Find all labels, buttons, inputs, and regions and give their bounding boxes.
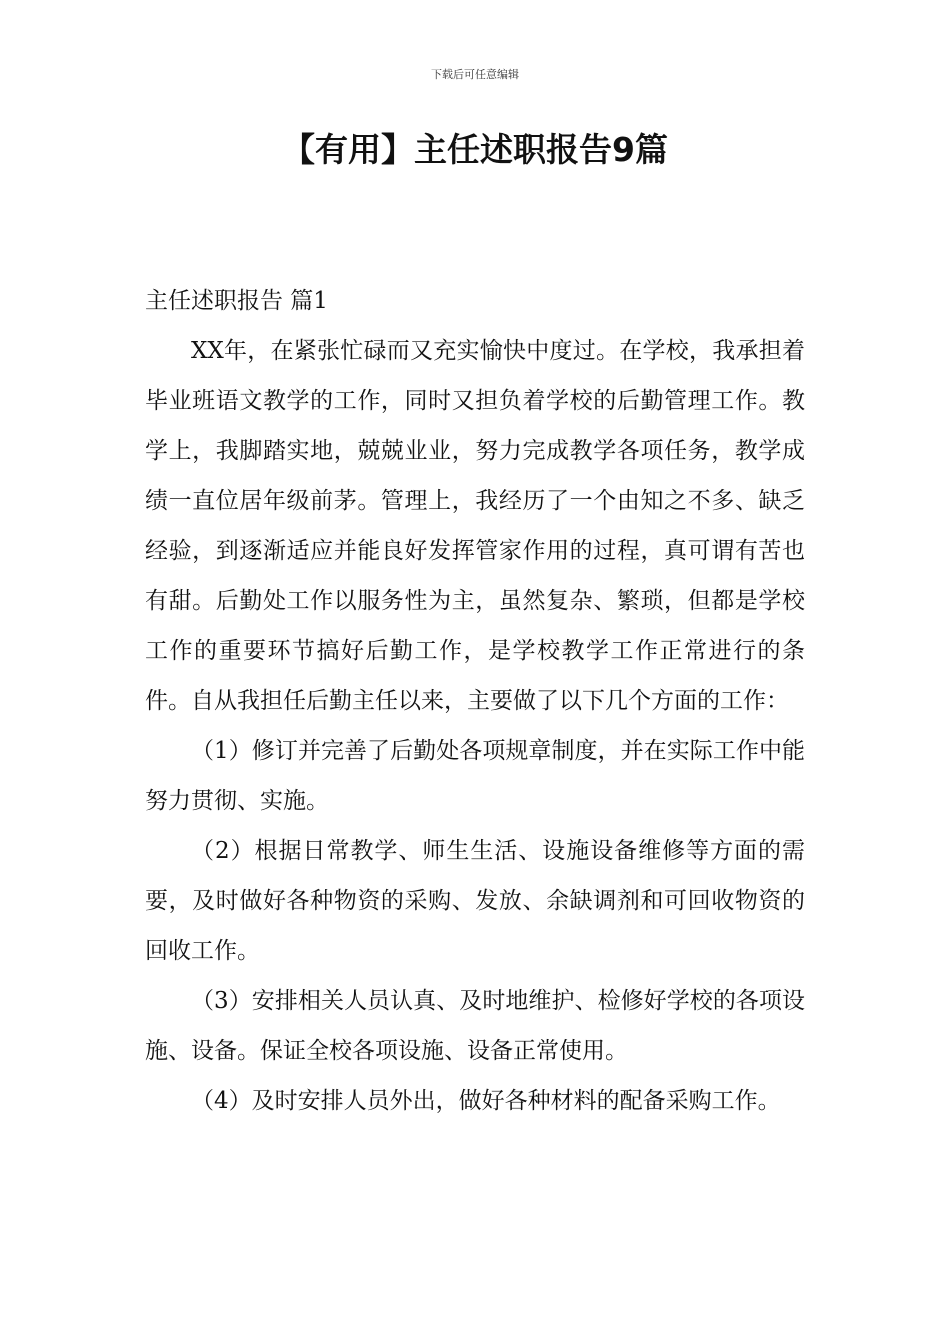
body-paragraph: （3）安排相关人员认真、及时地维护、检修好学校的各项设施、设备。保证全校各项设施、设备正常使用。 [145, 988, 805, 1064]
body-paragraph: XX年，在紧张忙碌而又充实愉快中度过。在学校，我承担着毕业班语文教学的工作，同时又担负着学校的后勤管理工作。教学上，我脚踏实地，兢兢业业，努力完成教学各项任务，教学成绩一直位居年级前茅。管理上，我经历了一个由知之不多、缺乏经验，到逐渐适应并能良好发挥管家作用的过程，真可谓有苦也有甜。后勤处工作以服务性为主，虽然复杂、繁琐，但都是学校工作的重要环节搞好后勤工作，是学校教学工作正常进行的条件。自从我担任后勤主任以来，主要做了以下几个方面的工作： [145, 338, 805, 714]
body-paragraph: （4）及时安排人员外出，做好各种材料的配备采购工作。 [191, 1088, 781, 1114]
header-note: 下载后可任意编辑 [431, 68, 519, 81]
document-body [145, 276, 805, 1126]
section-heading: 主任述职报告 篇1 [145, 288, 328, 314]
body-paragraph: （2）根据日常教学、师生生活、设施设备维修等方面的需要，及时做好各种物资的采购、发放、余缺调剂和可回收物资的回收工作。 [145, 838, 805, 964]
document-title: 【有用】主任述职报告9篇 [282, 130, 668, 169]
body-paragraph: （1）修订并完善了后勤处各项规章制度，并在实际工作中能努力贯彻、实施。 [145, 738, 805, 814]
